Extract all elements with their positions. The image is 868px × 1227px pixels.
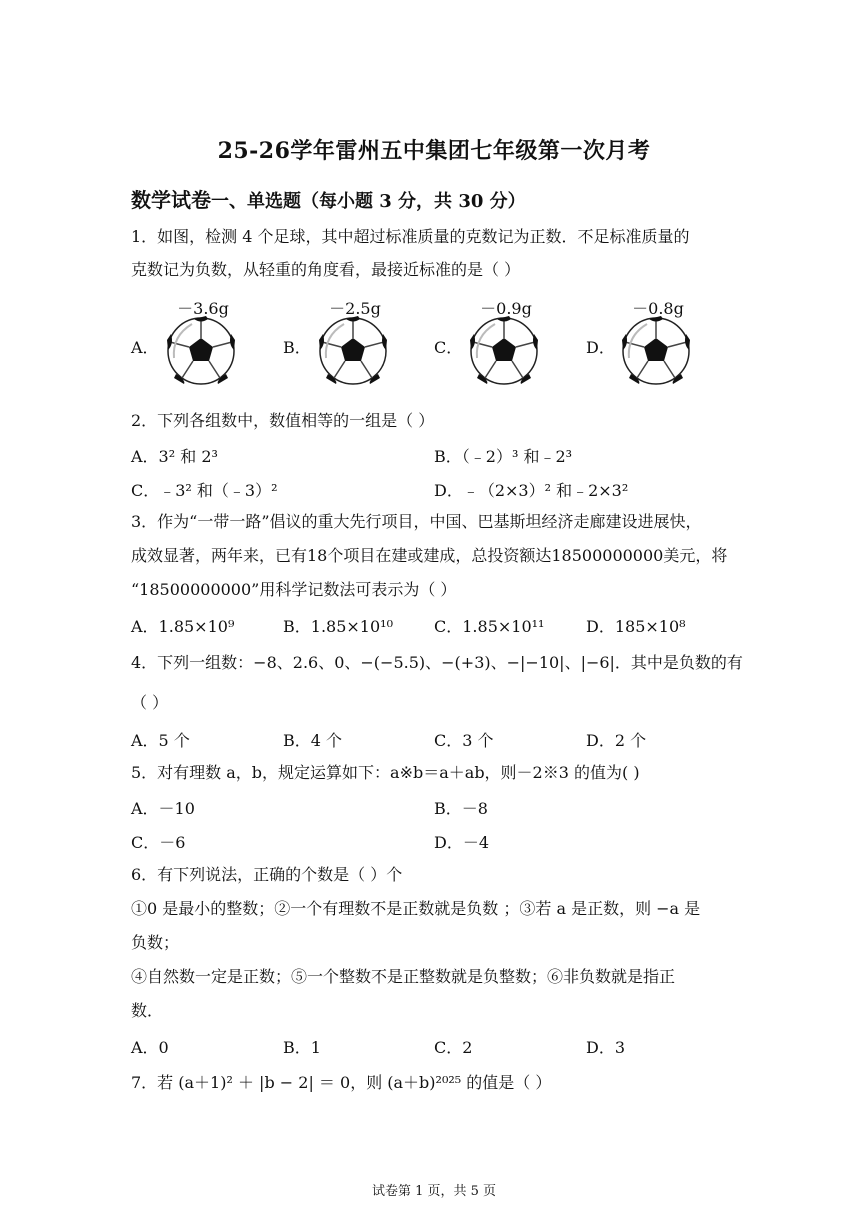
q6-option-c: C．2 bbox=[434, 1038, 473, 1057]
soccer-ball-icon bbox=[621, 316, 691, 386]
q4-option-b: B．4 个 bbox=[283, 731, 343, 750]
q5-option-c: C．－6 bbox=[131, 833, 186, 852]
q6-option-d: D．3 bbox=[586, 1038, 626, 1057]
q5-stem: 5．对有理数 a，b，规定运算如下：a※b＝a＋ab，则－2※3 的值为( ) bbox=[131, 763, 640, 782]
q1-option-c-weight: －0.9g bbox=[480, 299, 532, 318]
q6-statements-2: ④自然数一定是正数；⑤一个整数不是正整数就是负整数；⑥非负数就是指正 bbox=[131, 967, 676, 986]
q4-option-d: D．2 个 bbox=[586, 731, 647, 750]
q1-option-b-letter: B． bbox=[283, 338, 311, 357]
q2-option-b: B．（﹣2）³ 和﹣2³ bbox=[434, 447, 573, 466]
section-header bbox=[131, 184, 526, 213]
q1-option-a-figure bbox=[148, 296, 258, 388]
q5-option-a: A．－10 bbox=[131, 799, 195, 818]
q2-option-d: D．﹣（2×3）² 和﹣2×3² bbox=[434, 481, 629, 500]
q4-line2: （ ） bbox=[131, 693, 169, 712]
q1-option-c-figure bbox=[451, 296, 561, 388]
q7-stem: 7．若 (a＋1)² ＋ |b − 2| ＝ 0，则 (a＋b)²⁰²⁵ 的值是（ ） bbox=[131, 1073, 552, 1092]
q1-option-d-weight: －0.8g bbox=[632, 299, 684, 318]
soccer-ball-icon bbox=[469, 316, 539, 386]
q6-stem: 6．有下列说法，正确的个数是（ ）个 bbox=[131, 865, 403, 884]
q1-option-b-figure bbox=[300, 296, 410, 388]
soccer-ball-icon bbox=[166, 316, 236, 386]
page-footer: 试卷第 1 页，共 5 页 bbox=[371, 1184, 497, 1199]
q1-option-c-letter: C． bbox=[434, 338, 463, 357]
q1-line2: 克数记为负数，从轻重的角度看，最接近标准的是（ ） bbox=[131, 260, 521, 279]
subject-label: 数学试卷 bbox=[131, 188, 211, 212]
q6-statements-1b: 负数； bbox=[131, 933, 180, 952]
q5-option-b: B．－8 bbox=[434, 799, 488, 818]
q3-option-d: D．185×10⁸ bbox=[586, 617, 686, 636]
section-label: 一、单选题（每小题 3 分，共 30 分） bbox=[211, 191, 526, 212]
q4-option-a: A．5 个 bbox=[131, 731, 190, 750]
q1-option-a-weight: －3.6g bbox=[177, 299, 229, 318]
q6-statements-1: ①0 是最小的整数；②一个有理数不是正数就是负数 ；③若 a 是正数，则 −a 是 bbox=[131, 899, 701, 918]
q6-option-b: B．1 bbox=[283, 1038, 321, 1057]
q2-option-a: A．3² 和 2³ bbox=[131, 447, 218, 466]
q2-stem: 2．下列各组数中，数值相等的一组是（ ） bbox=[131, 411, 435, 430]
soccer-ball-icon bbox=[318, 316, 388, 386]
q2-option-c: C．﹣3² 和（﹣3）² bbox=[131, 481, 278, 500]
q3-option-b: B．1.85×10¹⁰ bbox=[283, 617, 393, 636]
q4-line1: 4．下列一组数：−8、2.6、0、−(−5.5)、−(+3)、−|−10|、|−6|．其中是负数的有 bbox=[131, 653, 743, 672]
q1-option-d-letter: D． bbox=[586, 338, 615, 357]
q3-line1: 3．作为“一带一路”倡议的重大先行项目，中国、巴基斯坦经济走廊建设进展快， bbox=[131, 512, 702, 531]
q1-option-a-letter: A． bbox=[131, 338, 159, 357]
q6-option-a: A．0 bbox=[131, 1038, 169, 1057]
q4-option-c: C．3 个 bbox=[434, 731, 494, 750]
q3-line2: 成效显著，两年来，已有18个项目在建或建成，总投资额达18500000000美元，将 bbox=[131, 546, 728, 565]
q3-option-c: C．1.85×10¹¹ bbox=[434, 617, 545, 636]
q3-option-a: A．1.85×10⁹ bbox=[131, 617, 235, 636]
q1-option-d-figure bbox=[603, 296, 713, 388]
q1-line1: 1．如图，检测 4 个足球，其中超过标准质量的克数记为正数．不足标准质量的 bbox=[131, 227, 690, 246]
q3-line3: “18500000000”用科学记数法可表示为（ ） bbox=[131, 580, 457, 599]
exam-title: 25-26学年雷州五中集团七年级第一次月考 bbox=[217, 138, 651, 164]
q6-statements-2b: 数． bbox=[131, 1001, 164, 1020]
q5-option-d: D．－4 bbox=[434, 833, 490, 852]
q1-option-b-weight: －2.5g bbox=[329, 299, 381, 318]
